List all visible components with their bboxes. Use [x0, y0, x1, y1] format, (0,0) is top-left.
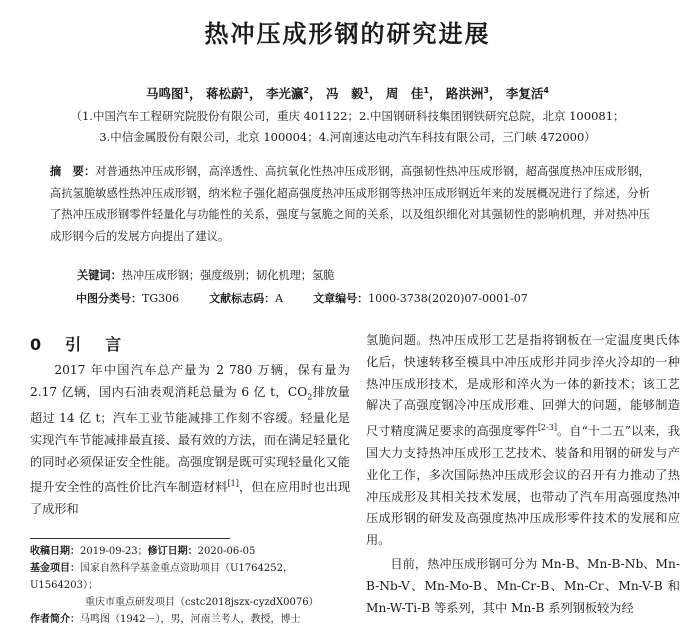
author-1: 马鸣图$^1$ [146, 85, 190, 101]
paper-title: 热冲压成形钢的研究进展 [204, 20, 491, 48]
keywords-text: 热冲压成形钢；强度级别；韧化机理；氢脆 [121, 269, 335, 282]
footnote-dates: 收稿日期：2019-09-23；修订日期：2020-06-05 [30, 546, 256, 557]
right-column [366, 330, 680, 619]
footnotes [30, 543, 350, 628]
author-2: 蒋松蔚$^1$ [206, 85, 250, 101]
intro-paragraph-1: 2017 年中国汽车总产量为 2 780 万辆，保有量为 2.17 亿辆，国内石油表观消耗总量为 6 亿 t，$CO_2$排放量超过 14 亿 t；汽车工业节能减排工作刻不容缓。轻量化是实现汽车节能减排最直接、最有效的方法，而在满足轻量化的同时必须保证安全性能。高强度钢是既可实现轻量化又能提升安全性的高性价比汽车制造材料[1]，但在应用时也出现了成形和 [30, 363, 351, 517]
abstract [50, 161, 650, 247]
abstract-text: 对普通热冲压成形钢，高淬透性、高抗氧化性热冲压成形钢，高强韧性热冲压成形钢，超高强度热冲压成形钢，高抗氢脆敏感性热冲压成形钢，纳米粒子强化超高强度热冲压成形钢等热冲压成形钢近年来的发展概况进行了综述，分析了热冲压成形钢零件轻量化与功能性的关系，强度与氢脆之间的关系，以及组织细化对其强韧性的影响机理，并对热冲压成形钢今后的发展方向提出了建议。 [50, 165, 650, 243]
abstract-label: 摘 要： [50, 165, 96, 178]
footnote-fund-line-2: 重庆市重点研发项目（cstc2018jszx-cyzdX0076） [85, 597, 319, 608]
citation-2-3: [2-3] [537, 423, 557, 433]
author-7: 李复活$^4$ [505, 85, 549, 101]
section-heading: 0 引 言 [30, 335, 126, 354]
footnote-fund: 基金项目：国家自然科学基金重点资助项目（U1764252，U1564203）； [30, 563, 293, 591]
classification-row [76, 290, 676, 306]
citation-1: [1] [227, 479, 239, 489]
author-6: 路洪洲$^3$ [445, 85, 489, 101]
author-4: 冯 毅$^1$ [325, 85, 370, 101]
document-code: 文献标志码：A [209, 292, 284, 305]
clc-number: 中图分类号：TG306 [76, 292, 180, 305]
intro-paragraph-1-continued: 氢脆问题。热冲压成形工艺是指将钢板在一定温度奥氏体化后，快速转移至模具中冲压成形并同步淬火冷却的一种热冲压成形技术，是成形和淬火为一体的新技术；该工艺解决了高强度钢冷冲压成形难、回弹大的问题，能够制造尺寸精度满足要求的高强度零件[2-3]。自“十二五”以来，我国大力支持热冲压成形工艺技术、装备和用钢的研发与产业化工作，多次国际热冲压成形会议的召开有力推动了热冲压成形及其相关技术发展，也带动了汽车用高强度热冲压成形钢的研发及高强度热冲压成形零件技术的发展和应用。 [366, 333, 681, 548]
author-3: 李光瀛$^2$ [265, 85, 310, 101]
affiliations-line-2: 3.中信金属股份有限公司，北京 100004；4.河南速达电动汽车科技有限公司，三门峡 472000） [99, 130, 596, 144]
intro-paragraph-2: 目前，热冲压成形钢可分为 Mn-B、Mn-B-Nb、Mn-B-Nb-V、Mn-Mo-B、Mn-Cr-B、Mn-Cr、Mn-V-B 和 Mn-W-Ti-B 等系列，其中 Mn-B 系列钢板较为经 [366, 557, 680, 615]
author-list: 马鸣图$^1$， 蒋松蔚$^1$， 李光瀛$^2$， 冯 毅$^1$， 周 佳$^1$， 路洪洲$^3$， 李复活$^4$ [146, 85, 549, 101]
footnote-author: 作者简介：马鸣图（1942－），男，河南兰考人，教授，博士 [30, 614, 301, 625]
keywords-label: 关键词： [77, 269, 122, 282]
keywords [77, 267, 334, 283]
author-5: 周 佳$^1$ [385, 85, 430, 101]
left-column [30, 330, 350, 521]
affiliations-line-1: （1.中国汽车工程研究院股份有限公司，重庆 401122；2.中国钢研科技集团钢铁研究总院，北京 100081； [70, 109, 625, 123]
footnote-divider [30, 538, 230, 539]
article-number: 文章编号：1000-3738(2020)07-0001-07 [313, 292, 528, 305]
